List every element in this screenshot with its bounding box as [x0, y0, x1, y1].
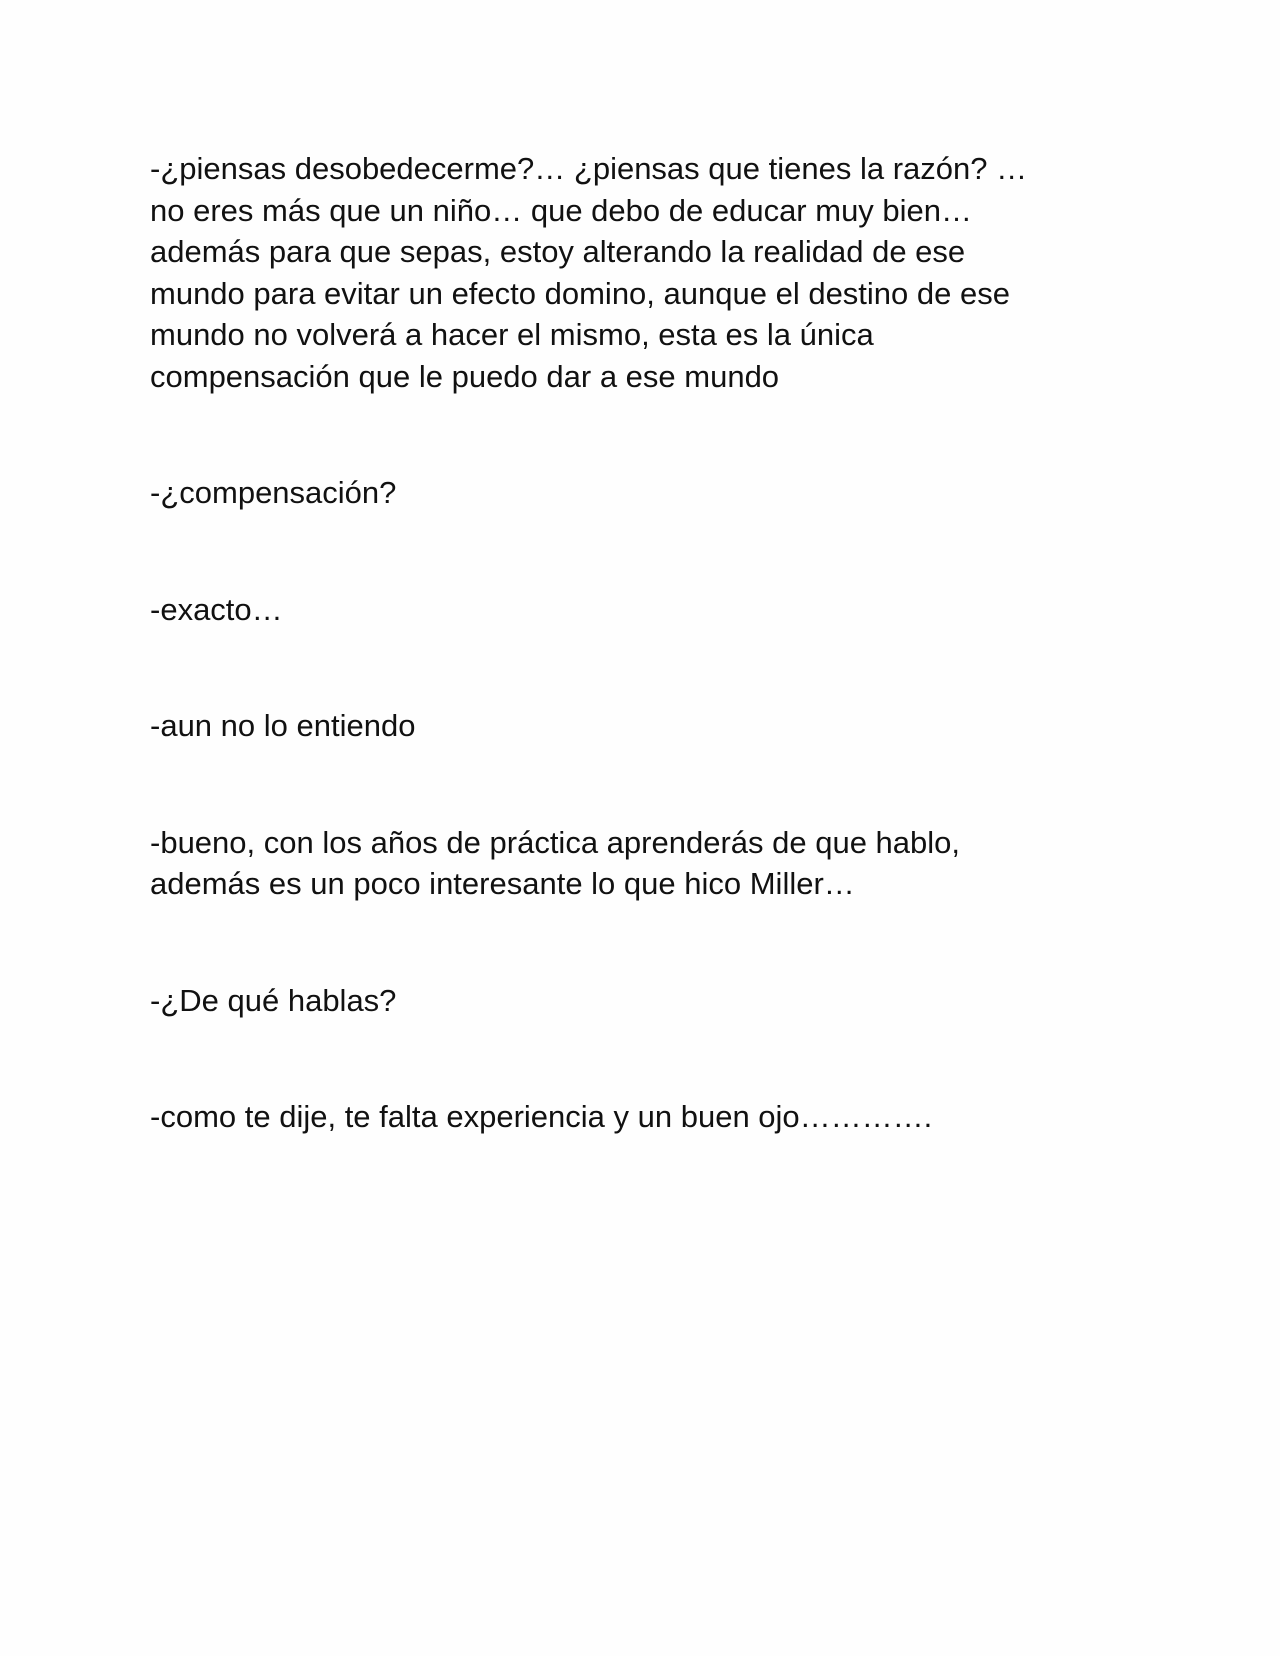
paragraph-3: -exacto… [150, 591, 283, 627]
paragraph-6: -¿De qué hablas? [150, 982, 397, 1018]
paragraph-spacer [150, 1021, 1130, 1096]
paragraph-spacer [150, 905, 1130, 980]
paragraph-5: -bueno, con los años de práctica aprenderás de que hablo, además es un poco interesante lo que hico Miller… [150, 824, 961, 901]
document-body [150, 148, 1130, 1138]
paragraph-2: -¿compensación? [150, 475, 397, 510]
paragraph-1: -¿piensas desobedecerme?… ¿piensas que tienes la razón? … no eres más que un niño… que debo de educar muy bien… además para que sepas, estoy alterando la realidad de ese mundo para evitar un efecto domino, aunque el destino de ese mundo no volverá a hacer el mismo, esta es la única compensación que le puedo dar a ese mundo [150, 151, 1028, 394]
paragraph-4: -aun no lo entiendo [150, 708, 416, 743]
paragraph-spacer [150, 397, 1130, 472]
paragraph-spacer [150, 514, 1130, 589]
paragraph-7: -como te dije, te falta experiencia y un buen ojo…………. [150, 1099, 933, 1134]
paragraph-spacer [150, 747, 1130, 822]
paragraph-spacer [150, 630, 1130, 705]
